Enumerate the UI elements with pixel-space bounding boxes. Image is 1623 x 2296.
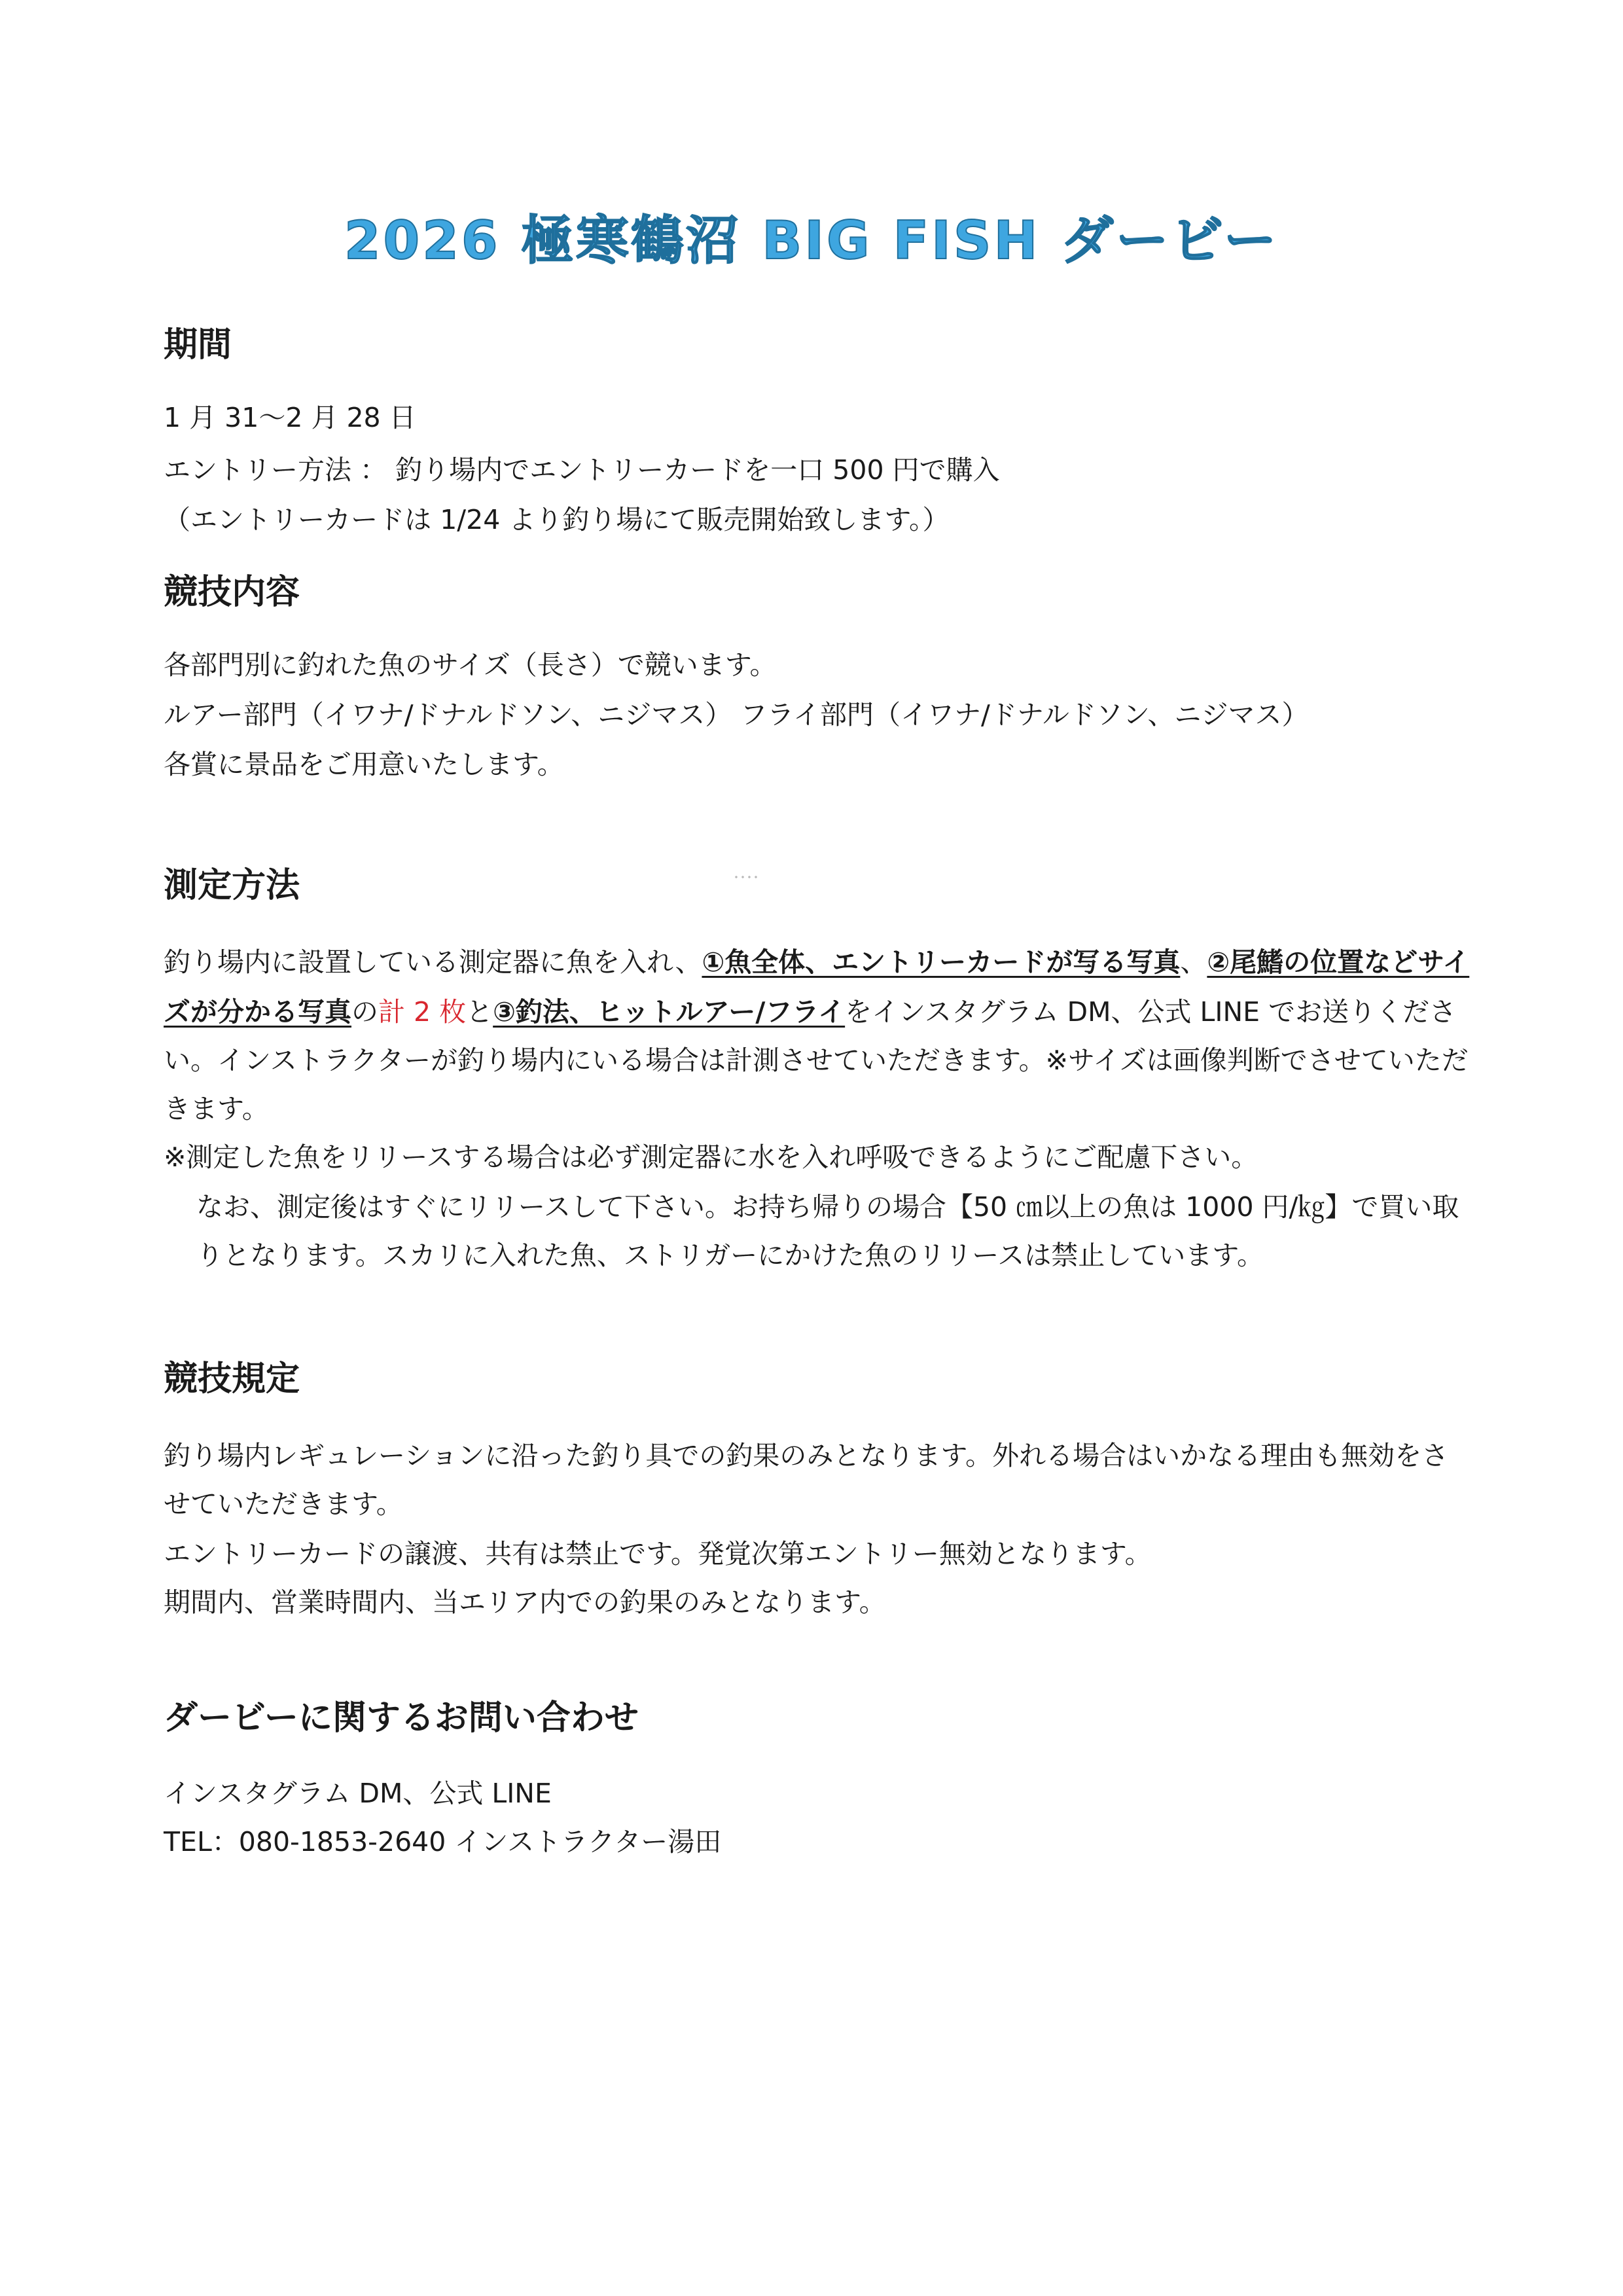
entry-method: エントリー方法 ： 釣り場内でエントリーカードを一口 500 円で購入 [164,454,1000,486]
period-dates: 1 月 31～2 月 28 日 [164,402,416,433]
period-heading: 期間 [164,325,232,365]
measurement-line-1-text: 釣り場内に設置している測定器に魚を入れ、 [164,946,702,978]
measurement-line-2-particle: の [351,996,378,1028]
photo-count: 計 2 枚 [378,996,467,1028]
photo-requirement-1: ①魚全体、エントリーカードが写る写真 [702,946,1181,978]
photo-requirement-2-start: ②尾鰭の位置などサイ [1207,946,1470,978]
scan-speck [733,874,759,880]
content-heading: 競技内容 [164,573,300,612]
content-line-1: 各部門別に釣れた魚のサイズ（長さ）で競います。 [164,649,777,681]
release-note-3: りとなります。スカリに入れた魚、ストリガーにかけた魚のリリースは禁止しています。 [196,1240,1264,1271]
rules-line-4: 期間内、営業時間内、当エリア内での釣果のみとなります。 [164,1587,886,1618]
rules-line-1: 釣り場内レギュレーションに沿った釣り具での釣果のみとなります。外れる場合はいかなる理由も無効をさ [164,1440,1449,1471]
event-title: 2026 極寒鶴沼 BIG FISH ダービー [344,210,1279,271]
release-note-1: ※測定した魚をリリースする場合は必ず測定器に水を入れ呼吸できるようにご配慮下さい。 [164,1141,1258,1173]
photo-requirement-3: ③釣法、ヒットルアー/フライ [493,996,846,1028]
rules-line-2: せていただきます。 [164,1488,403,1520]
rules-heading: 競技規定 [164,1359,300,1399]
measurement-line-2-and: と [466,996,493,1028]
contact-channels: インスタグラム DM、公式 LINE [164,1778,552,1809]
measurement-line-3: い。インストラクターが釣り場内にいる場合は計測させていただきます。※サイズは画像判断でさせていただ [164,1045,1469,1076]
measurement-line-2 [164,994,1456,1030]
contact-tel: TEL：080-1853-2640 インストラクター湯田 [164,1826,722,1857]
measurement-line-2-text: をインスタグラム DM、公式 LINE でお送りくださ [845,996,1457,1028]
measurement-line-1 [164,944,1469,980]
entry-note: （エントリーカードは 1/24 より釣り場にて販売開始致します。） [164,504,950,535]
content-line-2: ルアー部門（イワナ/ドナルドソン、ニジマス） フライ部門（イワナ/ドナルドソン、ニジマス） [164,699,1309,730]
rules-line-3: エントリーカードの譲渡、共有は禁止です。発覚次第エントリー無効となります。 [164,1538,1152,1570]
release-note-2: なお、測定後はすぐにリリースして下さい。お持ち帰りの場合【50 ㎝以上の魚は 1000 円/㎏】で買い取 [196,1191,1459,1223]
measurement-line-1-comma: 、 [1180,946,1207,978]
measurement-heading: 測定方法 [164,866,300,905]
contact-heading: ダービーに関するお問い合わせ [164,1698,639,1738]
content-line-3: 各賞に景品をご用意いたします。 [164,749,564,780]
measurement-line-4: きます。 [164,1093,269,1124]
photo-requirement-2-end: ズが分かる写真 [164,996,351,1028]
